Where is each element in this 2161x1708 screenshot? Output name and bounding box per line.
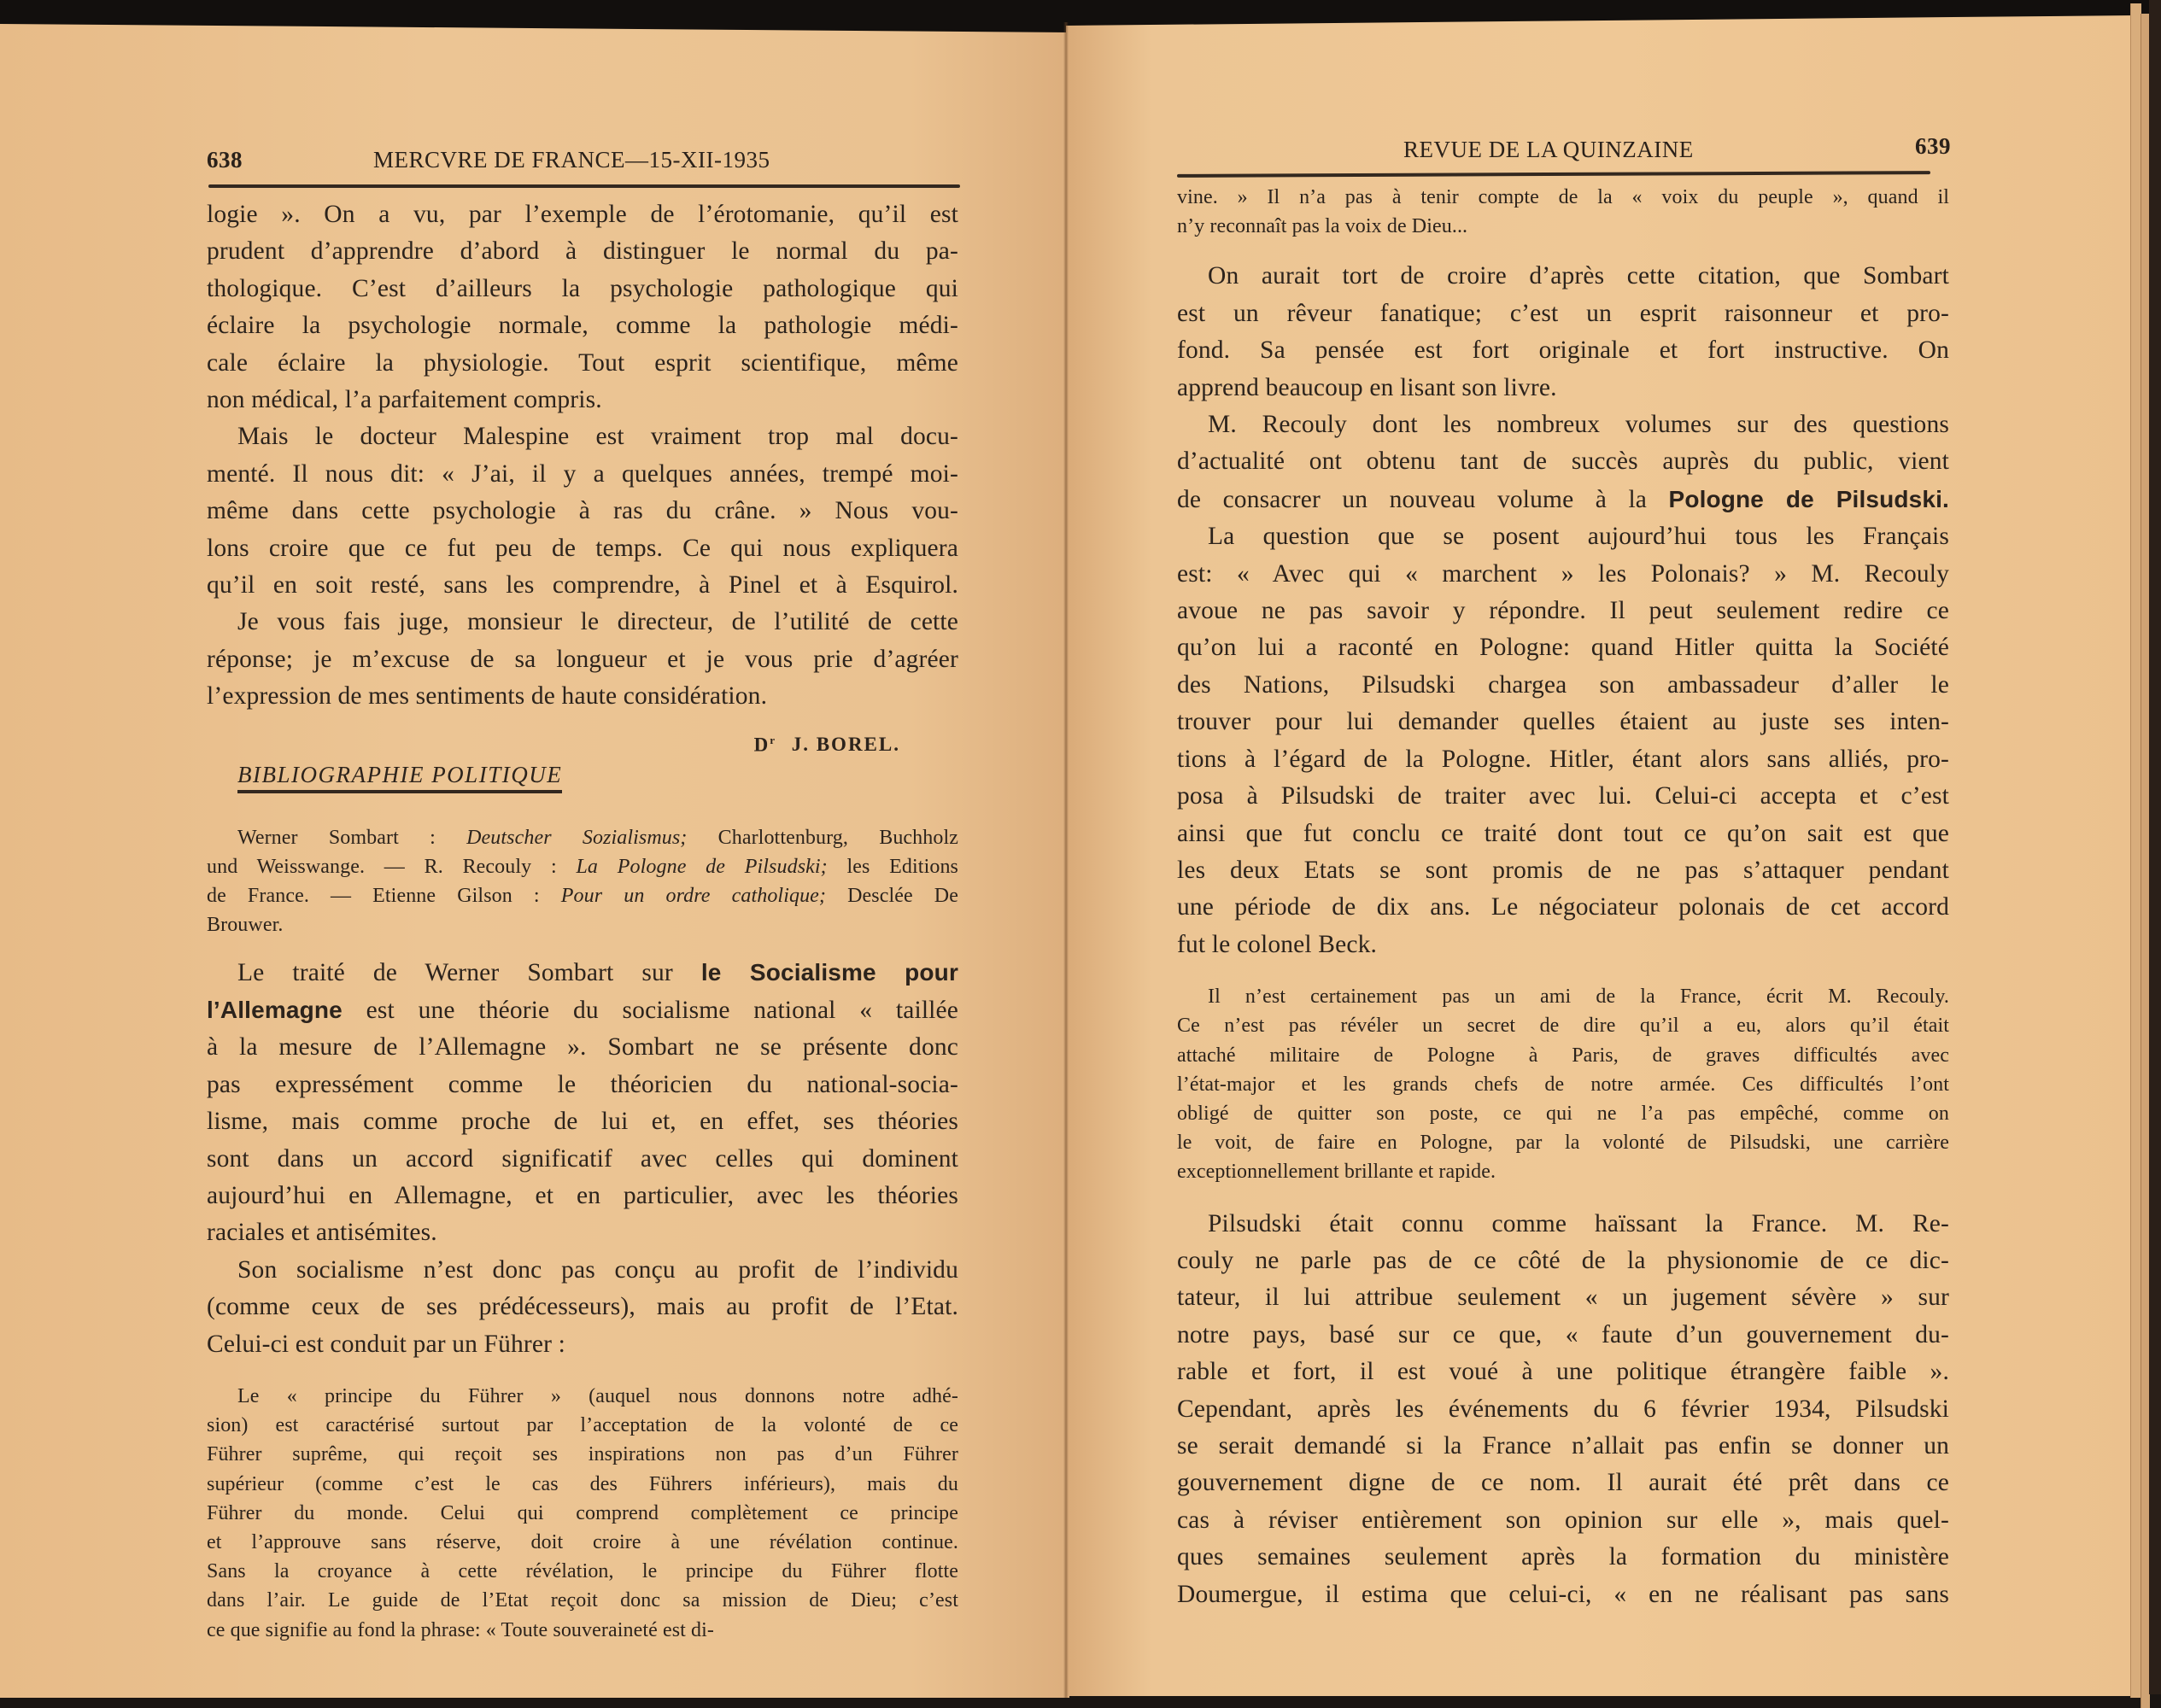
section-heading: BIBLIOGRAPHIE POLITIQUE <box>237 762 562 793</box>
text-line <box>207 954 958 991</box>
text-line: exceptionnellement brillante et rapide. <box>1177 1161 1496 1184</box>
running-head-title: MERCVRE DE FRANCE—15-XII-1935 <box>373 147 770 173</box>
paragraph <box>1177 518 1949 963</box>
text-line: des Nations, Pilsudski chargea son ambassadeur d’aller le <box>1177 670 1949 699</box>
text-line: n’y reconnaît pas la voix de Dieu... <box>1177 215 1468 238</box>
bib-text: Desclée De <box>826 885 958 908</box>
text-line: se serait demandé si la France n’allait pas enfin se donner un <box>1177 1431 1949 1459</box>
signature-prefix: D <box>753 734 770 756</box>
text-line: d’actualité ont obtenu tant de succès auprès du public, vient <box>1177 447 1949 476</box>
text-line: Le « principe du Führer » (auquel nous donnons notre adhé- <box>237 1384 958 1407</box>
text-line: est: « Avec qui « marchent » les Polonais? » M. Recouly <box>1177 559 1949 588</box>
block-quote-continued <box>1177 183 1949 241</box>
text-run: Le traité de Werner Sombart sur <box>237 958 701 986</box>
text-line: vine. » Il n’a pas à tenir compte de la « voix du peuple », quand il <box>1177 186 1949 208</box>
text-line: l’état-major et les grands chefs de notre armée. Ces difficultés l’ont <box>1177 1073 1949 1096</box>
text-line: dans l’air. Le guide de l’Etat reçoit donc sa mission de Dieu; c’est <box>207 1589 958 1612</box>
book-cover-edge <box>2149 0 2161 1694</box>
bib-title: La Pologne de Pilsudski; <box>576 855 828 878</box>
paragraph <box>1177 258 1949 407</box>
page-number: 639 <box>1915 133 1951 159</box>
bib-text: Charlottenburg, Buchholz <box>687 826 958 849</box>
text-line: (comme ceux de ses prédécesseurs), mais au profit de l’Etat. <box>207 1293 958 1321</box>
text-line: Il n’est certainement pas un ami de la France, écrit M. Recouly. <box>1208 986 1949 1009</box>
signature <box>207 724 958 757</box>
text-line: Cependant, après les événements du 6 février 1934, Pilsudski <box>1177 1395 1949 1423</box>
text-line <box>207 991 958 1029</box>
text-line: fond. Sa pensée est fort originale et fort instructive. On <box>1177 336 1949 365</box>
text-line: lisme, mais comme proche de lui et, en effet, ses théories <box>207 1108 958 1136</box>
bib-text: les Editions <box>827 855 958 878</box>
block-quote <box>207 1382 958 1645</box>
text-line: On aurait tort de croire d’après cette citation, que Sombart <box>1208 262 1949 290</box>
running-head-title: REVUE DE LA QUINZAINE <box>1403 137 1694 162</box>
text-line: cale éclaire la physiologie. Tout esprit scientifique, même <box>207 348 958 377</box>
text-line: sion) est caractérisé surtout par l’acceptation de la volonté de ce <box>207 1414 958 1437</box>
paragraph <box>207 1252 958 1363</box>
text-line: tateur, il lui attribue seulement « un jugement sévère » sur <box>1177 1284 1949 1312</box>
text-line: Celui-ci est conduit par un Führer : <box>207 1330 565 1358</box>
bibliography-line <box>207 852 958 881</box>
text-line: Mais le docteur Malespine est vraiment trop mal docu- <box>237 423 958 451</box>
head-rule <box>208 184 960 188</box>
text-line: raciales et antisémites. <box>207 1219 437 1247</box>
signature-name: J. BOREL. <box>791 734 900 756</box>
book-gutter <box>1063 22 1069 1698</box>
text-line <box>1177 481 1949 518</box>
text-line: avoue ne pas savoir y répondre. Il peut seulement redire ce <box>1177 597 1949 625</box>
text-line: supérieur (comme c’est le cas des Führers inférieurs), mais du <box>207 1472 958 1495</box>
text-run: de consacrer un nouveau volume à la <box>1177 485 1669 513</box>
paragraph <box>1177 1206 1949 1613</box>
text-line: l’expression de mes sentiments de haute considération. <box>207 682 768 711</box>
recouly-paragraph <box>1177 407 1949 518</box>
text-line: menté. Il nous dit: « J’ai, il y a quelques années, trempé moi- <box>207 459 958 488</box>
text-line: qu’on lui a raconté en Pologne: quand Hitler quitta la Société <box>1177 634 1949 662</box>
text-line: Führer suprême, qui reçoit ses inspirations non pas d’un Führer <box>207 1443 958 1466</box>
text-line: ce que signifie au fond la phrase: « Toute souveraineté est di- <box>207 1618 714 1641</box>
text-line: attaché militaire de Pologne à Paris, de graves difficultés avec <box>1177 1044 1949 1067</box>
text-line: éclaire la psychologie normale, comme la pathologie médi- <box>207 312 958 340</box>
bib-text: de France. — Etienne Gilson : <box>207 885 561 908</box>
text-line: La question que se posent aujourd’hui tous les Français <box>1208 523 1949 551</box>
text-line: sont dans un accord significatif avec celles qui dominent <box>207 1144 958 1173</box>
text-line: à la mesure de l’Allemagne ». Sombart ne se présente donc <box>207 1033 958 1062</box>
text-line: Je vous fais juge, monsieur le directeur, de l’utilité de cette <box>237 608 958 636</box>
left-page-text <box>207 196 958 1645</box>
text-line: une période de dix ans. Le négociateur polonais de cet accord <box>1177 893 1949 921</box>
bib-title: Deutscher Sozialismus; <box>466 826 688 849</box>
paragraph <box>207 604 958 715</box>
block-quote <box>1177 982 1949 1186</box>
text-line: qu’il en soit resté, sans les comprendre, à Pinel et à Esquirol. <box>207 571 958 600</box>
text-line: rable et fort, il est voué à une politique étrangère faible ». <box>1177 1358 1949 1386</box>
left-running-head <box>207 147 967 181</box>
bib-title: Pour un ordre catholique; <box>560 885 827 908</box>
text-line: aujourd’hui en Allemagne, et en particulier, avec les théories <box>207 1181 958 1209</box>
text-line: lons croire que ce fut peu de temps. Ce qui nous expliquera <box>207 534 958 562</box>
bib-text: und Weisswange. — R. Recouly : <box>207 855 577 878</box>
text-line: Führer du monde. Celui qui comprend complètement ce principe <box>207 1501 958 1524</box>
bib-text: Werner Sombart : <box>237 826 467 849</box>
text-line: obligé de quitter son poste, ce qui ne l’a pas empêché, comme on <box>1177 1102 1949 1125</box>
paragraph <box>207 196 958 418</box>
text-lines <box>207 1029 958 1251</box>
text-line: Doumergue, il estima que celui-ci, « en ne réalisant pas sans <box>1177 1580 1949 1608</box>
text-line: posa à Pilsudski de traiter avec lui. Celui-ci accepta et c’est <box>1177 782 1949 810</box>
text-line: est un rêveur fanatique; c’est un esprit raisonneur et pro- <box>1177 299 1949 327</box>
right-page-text <box>1177 183 1949 1613</box>
text-line: pas expressément comme le théoricien du national-socia- <box>207 1070 958 1098</box>
text-line: les deux Etats se sont promis de ne pas s’attaquer pendant <box>1177 856 1949 884</box>
text-line: cas à réviser entièrement son opinion sur elle », mais quel- <box>1177 1506 1949 1534</box>
text-line: Son socialisme n’est donc pas conçu au profit de l’individu <box>237 1255 958 1284</box>
bold-title: Pologne de Pilsudski. <box>1668 485 1949 512</box>
text-lines <box>1177 407 1949 481</box>
bold-title: le Socialisme pour <box>700 958 958 986</box>
bold-title: l’Allemagne <box>207 996 343 1023</box>
text-line: Pilsudski était connu comme haïssant la France. M. Re- <box>1208 1209 1949 1237</box>
text-line: et l’approuve sans réserve, doit croire à une révélation continue. <box>207 1530 958 1553</box>
text-line: M. Recouly dont les nombreux volumes sur des questions <box>1208 411 1949 439</box>
text-line: couly ne parle pas de ce côté de la physionomie de ce dic- <box>1177 1246 1949 1274</box>
text-line: apprend beaucoup en lisant son livre. <box>1177 373 1557 401</box>
text-line: ques semaines seulement après la formation du ministère <box>1177 1543 1949 1571</box>
text-line: trouver pour lui demander quelles étaient au juste ses inten- <box>1177 708 1949 736</box>
text-run: est une théorie du socialisme national « taillée <box>342 996 958 1024</box>
text-line: Sans la croyance à cette révélation, le principe du Führer flotte <box>207 1560 958 1583</box>
page-number: 638 <box>207 147 243 173</box>
bibliography-line <box>207 881 958 910</box>
text-line: logie ». On a vu, par l’exemple de l’érotomanie, qu’il est <box>207 201 958 228</box>
text-line: réponse; je m’excuse de sa longueur et je vous prie d’agréer <box>207 645 958 673</box>
bibliography-line: Brouwer. <box>207 914 284 937</box>
text-line: thologique. C’est d’ailleurs la psychologie pathologique qui <box>207 274 958 302</box>
text-line: fut le colonel Beck. <box>1177 930 1378 958</box>
text-line: le voit, de faire en Pologne, par la volonté de Pilsudski, une carrière <box>1177 1132 1949 1155</box>
text-line: tions à l’égard de la Pologne. Hitler, étant alors sans alliés, pro- <box>1177 745 1949 773</box>
text-line: Ce n’est pas révéler un secret de dire qu’il a eu, alors qu’il était <box>1177 1015 1949 1038</box>
paragraph <box>207 418 958 604</box>
signature-sup: r <box>770 733 776 746</box>
text-line: même dans cette psychologie à ras du crâne. » Nous vou- <box>207 497 958 525</box>
bibliography <box>207 823 958 940</box>
text-line: gouvernement digne de ce nom. Il aurait été prêt dans ce <box>1177 1469 1949 1497</box>
text-line: prudent d’apprendre d’abord à distinguer le normal du pa- <box>207 237 958 266</box>
bibliography-line <box>207 823 958 852</box>
text-line: ainsi que fut conclu ce traité dont tout ce qu’on sait est que <box>1177 819 1949 847</box>
section-heading-wrap <box>207 762 958 811</box>
sombart-paragraph <box>207 954 958 1252</box>
text-line: notre pays, basé sur ce que, « faute d’un gouvernement du- <box>1177 1320 1949 1348</box>
text-line: non médical, l’a parfaitement compris. <box>207 386 602 414</box>
